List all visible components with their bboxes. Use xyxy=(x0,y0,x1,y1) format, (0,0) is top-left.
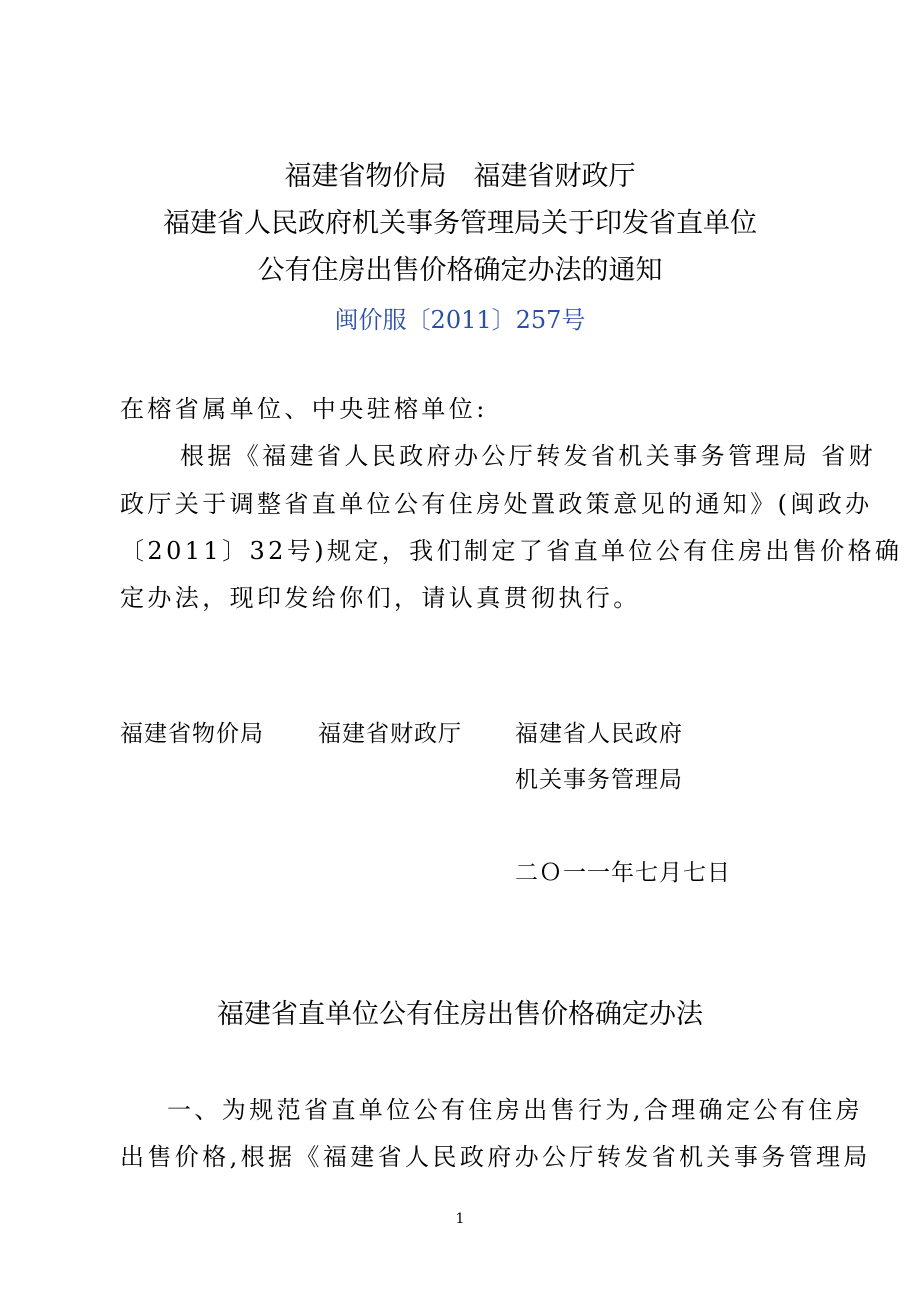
title-line-1: 福建省物价局 福建省财政厅 xyxy=(284,161,636,192)
title-line-3: 公有住房出售价格确定办法的通知 xyxy=(257,255,663,286)
signature-org-price-bureau: 福建省物价局 xyxy=(120,721,264,747)
attachment-title: 福建省直单位公有住房出售价格确定办法 xyxy=(217,999,703,1030)
signature-org-gov-line1: 福建省人民政府 xyxy=(515,721,683,747)
paragraph-line: 〔2011〕32号)规定，我们制定了省直单位公有住房出售价格确 xyxy=(120,537,903,565)
signature-date: 二Ｏ一一年七月七日 xyxy=(515,860,731,886)
paragraph-line: 政厅关于调整省直单位公有住房处置政策意见的通知》(闽政办 xyxy=(120,490,873,518)
title-line-2: 福建省人民政府机关事务管理局关于印发省直单位 xyxy=(163,208,757,239)
signature-org-gov-line2: 机关事务管理局 xyxy=(515,767,683,793)
document-number: 闽价服〔2011〕257号 xyxy=(334,306,586,334)
signature-org-finance: 福建省财政厅 xyxy=(318,721,462,747)
page-number: 1 xyxy=(455,1211,465,1227)
paragraph-line: 根据《福建省人民政府办公厅转发省机关事务管理局 省财 xyxy=(180,442,877,470)
attachment-paragraph-line: 一、为规范省直单位公有住房出售行为,合理确定公有住房 xyxy=(167,1096,864,1124)
addressee: 在榕省属单位、中央驻榕单位: xyxy=(120,395,488,423)
attachment-paragraph-line: 出售价格,根据《福建省人民政府办公厅转发省机关事务管理局 xyxy=(120,1143,871,1171)
paragraph-line: 定办法，现印发给你们，请认真贯彻执行。 xyxy=(120,584,641,612)
